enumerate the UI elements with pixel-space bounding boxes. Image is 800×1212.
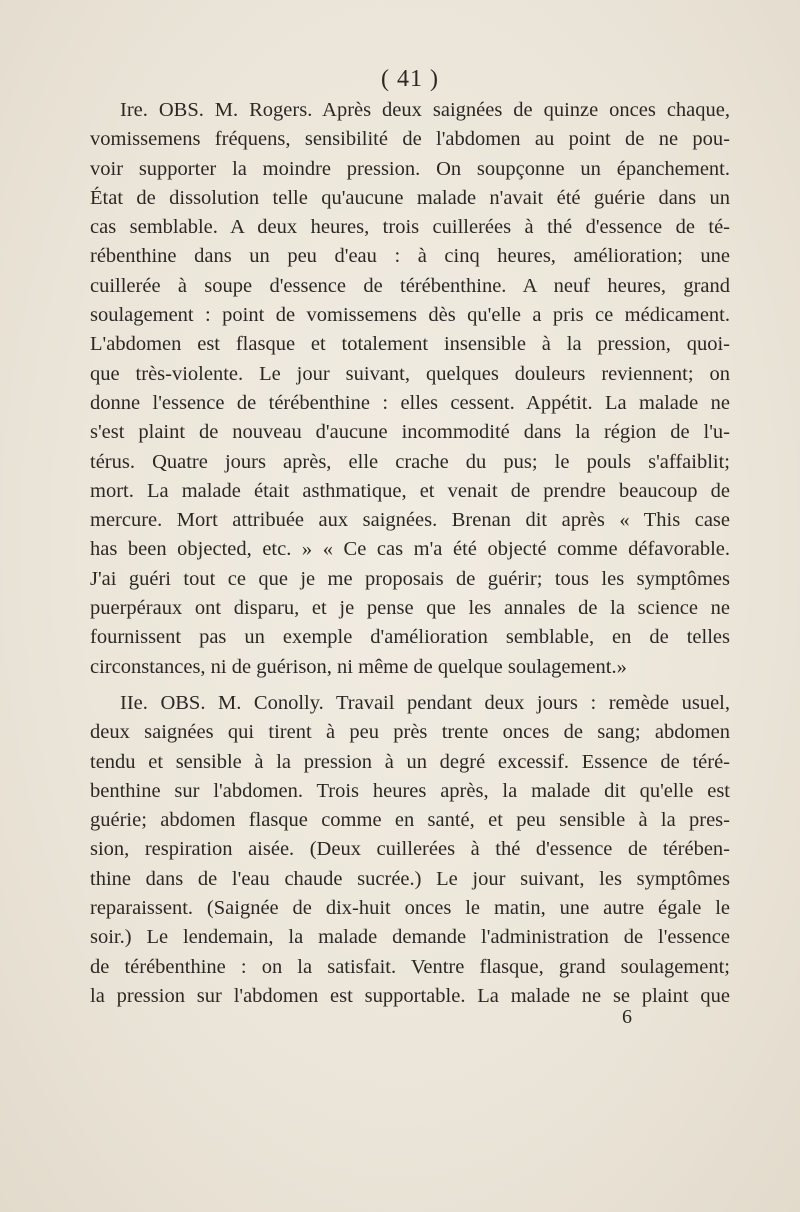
text-line: s'est plaint de nouveau d'aucune incommodité dans la région de l'u- bbox=[90, 421, 730, 444]
text-line: la pression sur l'abdomen est supportable. La malade ne se plaint que bbox=[90, 984, 730, 1007]
text-line: de térébenthine : on la satisfait. Ventre flasque, grand soulagement; bbox=[90, 955, 730, 978]
text-line: donne l'essence de térébenthine : elles cessent. Appétit. La malade ne bbox=[90, 391, 730, 414]
page-number: ( 41 ) bbox=[381, 66, 439, 92]
text-line: L'abdomen est flasque et totalement insensible à la pression, quoi- bbox=[90, 333, 730, 356]
text-line: guérie; abdomen flasque comme en santé, et peu sensible à la pres- bbox=[90, 809, 730, 832]
text-line: puerpéraux ont disparu, et je pense que les annales de la science ne bbox=[90, 597, 730, 620]
text-line: soulagement : point de vomissemens dès qu'elle a pris ce médicament. bbox=[90, 304, 730, 327]
text-line: deux saignées qui tirent à peu près trente onces de sang; abdomen bbox=[90, 721, 730, 744]
text-line: J'ai guéri tout ce que je me proposais de guérir; tous les symptômes bbox=[90, 567, 730, 590]
signature-mark: 6 bbox=[622, 1006, 632, 1028]
text-line: rébenthine dans un peu d'eau : à cinq heures, amélioration; une bbox=[90, 245, 730, 268]
text-line: fournissent pas un exemple d'amélioration semblable, en de telles bbox=[90, 626, 730, 649]
text-line: reparaissent. (Saignée de dix-huit onces le matin, une autre égale le bbox=[90, 897, 730, 920]
text-line: vomissemens fréquens, sensibilité de l'abdomen au point de ne pou- bbox=[90, 128, 730, 151]
text-line: circonstances, ni de guérison, ni même de quelque soulagement.» bbox=[90, 655, 627, 678]
text-line: Ire. OBS. M. Rogers. Après deux saignées de quinze onces chaque, bbox=[120, 99, 730, 121]
text-line: thine dans de l'eau chaude sucrée.) Le jour suivant, les symptômes bbox=[90, 867, 730, 890]
text-line: cas semblable. A deux heures, trois cuillerées à thé d'essence de té- bbox=[90, 216, 730, 239]
text-line: cuillerée à soupe d'essence de térébenthine. A neuf heures, grand bbox=[90, 274, 730, 297]
observation-2-paragraph bbox=[90, 689, 730, 1011]
text-line: has been objected, etc. » « Ce cas m'a été objecté comme défavorable. bbox=[90, 538, 730, 561]
observation-1-paragraph bbox=[90, 96, 730, 682]
text-line: térus. Quatre jours après, elle crache du pus; le pouls s'affaiblit; bbox=[90, 450, 730, 473]
text-line: IIe. OBS. M. Conolly. Travail pendant deux jours : remède usuel, bbox=[120, 692, 730, 714]
text-line: benthine sur l'abdomen. Trois heures après, la malade dit qu'elle est bbox=[90, 779, 730, 802]
text-line: soir.) Le lendemain, la malade demande l'administration de l'essence bbox=[90, 926, 730, 949]
text-line: tendu et sensible à la pression à un degré excessif. Essence de téré- bbox=[90, 750, 730, 773]
text-line: sion, respiration aisée. (Deux cuillerées à thé d'essence de térében- bbox=[90, 838, 730, 861]
text-line: mercure. Mort attribuée aux saignées. Brenan dit après « This case bbox=[90, 509, 730, 532]
text-line: mort. La malade était asthmatique, et venait de prendre beaucoup de bbox=[90, 479, 730, 502]
text-line: voir supporter la moindre pression. On soupçonne un épanchement. bbox=[90, 157, 730, 180]
text-line: que très-violente. Le jour suivant, quelques douleurs reviennent; on bbox=[90, 362, 730, 385]
text-line: État de dissolution telle qu'aucune malade n'avait été guérie dans un bbox=[90, 186, 730, 209]
